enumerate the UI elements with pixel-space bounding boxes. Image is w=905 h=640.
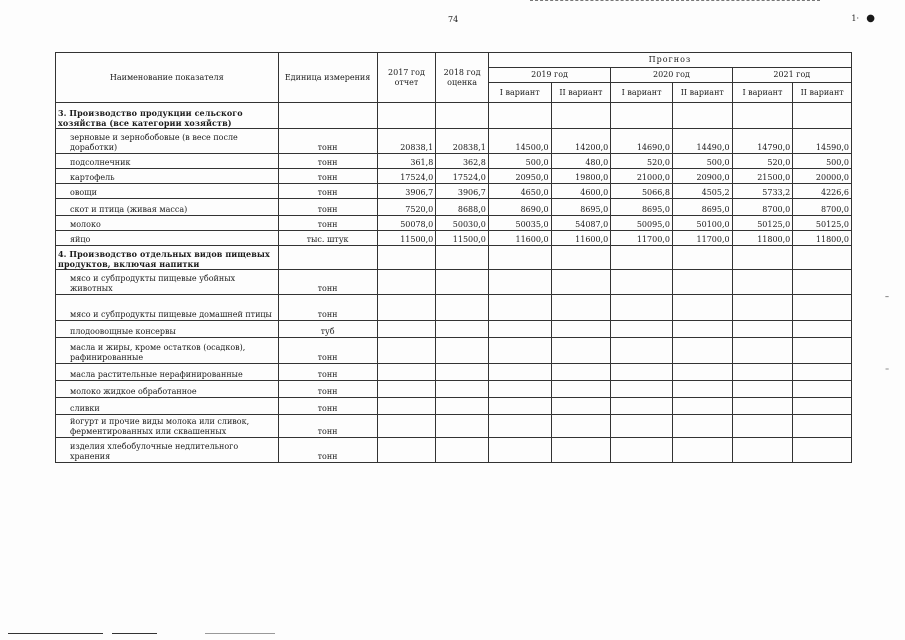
row-unit: тонн [278,169,377,184]
row-unit: тыс. штук [278,231,377,246]
value-cell: 500,0 [488,154,551,169]
value-cell: 8700,0 [793,199,852,216]
value-cell: 20838,1 [377,129,436,154]
row-name: масла и жиры, кроме остатков (осадков), рафинированные [56,338,279,364]
value-cell: 20900,0 [672,169,732,184]
value-cell: 14790,0 [732,129,793,154]
row-name: сливки [56,398,279,415]
value-cell: 4505,2 [672,184,732,199]
row-unit [278,246,377,270]
value-cell [611,295,673,321]
value-cell [672,295,732,321]
row-name: плодоовощные консервы [56,321,279,338]
value-cell [377,321,436,338]
value-cell: 14590,0 [793,129,852,154]
row-name: мясо и субпродукты пищевые домашней птицы [56,295,279,321]
row-name: овощи [56,184,279,199]
row-name: масла растительные нерафинированные [56,364,279,381]
value-cell: 500,0 [793,154,852,169]
header-2018: 2018 год оценка [436,53,489,103]
value-cell [488,415,551,438]
value-cell: 4650,0 [488,184,551,199]
value-cell [436,338,489,364]
row-unit: тонн [278,216,377,231]
value-cell: 17524,0 [436,169,489,184]
value-cell [436,246,489,270]
value-cell: 20000,0 [793,169,852,184]
value-cell: 520,0 [611,154,673,169]
value-cell [377,364,436,381]
table-row [56,438,852,463]
row-unit: тонн [278,338,377,364]
value-cell: 7520,0 [377,199,436,216]
value-cell: 8695,0 [672,199,732,216]
value-cell: 19800,0 [551,169,611,184]
row-unit: тонн [278,154,377,169]
value-cell [672,103,732,129]
scan-bottom-line [205,633,275,634]
table-row [56,154,852,169]
value-cell [732,295,793,321]
value-cell [672,438,732,463]
row-name: йогурт и прочие виды молока или сливок, ферментированных или сквашенных [56,415,279,438]
row-name: 4. Производство отдельных видов пищевых продуктов, включая напитки [56,246,279,270]
row-unit: тонн [278,381,377,398]
table-row [56,270,852,295]
value-cell [551,246,611,270]
value-cell [611,381,673,398]
header-2017: 2017 год отчет [377,53,436,103]
value-cell [551,438,611,463]
table-row [56,169,852,184]
value-cell: 54087,0 [551,216,611,231]
section-row [56,246,852,270]
value-cell [551,295,611,321]
value-cell: 50035,0 [488,216,551,231]
row-name: зерновые и зернобобовые (в весе после доработки) [56,129,279,154]
value-cell [436,270,489,295]
row-name: молоко [56,216,279,231]
forecast-table [55,52,852,463]
value-cell: 4226,6 [793,184,852,199]
value-cell: 14500,0 [488,129,551,154]
value-cell [611,338,673,364]
value-cell [436,415,489,438]
row-unit: тонн [278,184,377,199]
header-variant-2: II вариант [672,83,732,103]
table-row [56,184,852,199]
value-cell [551,103,611,129]
header-2020: 2020 год [611,68,732,83]
row-unit [278,103,377,129]
value-cell [436,295,489,321]
value-cell [488,438,551,463]
value-cell [377,415,436,438]
value-cell: 5066,8 [611,184,673,199]
value-cell [732,321,793,338]
value-cell: 50125,0 [793,216,852,231]
value-cell [672,364,732,381]
table-row [56,231,852,246]
value-cell: 11500,0 [436,231,489,246]
value-cell [611,321,673,338]
value-cell [672,415,732,438]
value-cell: 8695,0 [551,199,611,216]
header-variant-2: II вариант [551,83,611,103]
value-cell [488,246,551,270]
value-cell [488,103,551,129]
table-row [56,199,852,216]
value-cell [377,438,436,463]
row-unit: тонн [278,438,377,463]
margin-mark: ⁼ [885,366,890,375]
value-cell [793,321,852,338]
row-name: картофель [56,169,279,184]
value-cell [611,364,673,381]
scan-bottom-line [112,633,157,634]
row-unit: туб [278,321,377,338]
value-cell [611,103,673,129]
value-cell: 21000,0 [611,169,673,184]
value-cell: 50095,0 [611,216,673,231]
table-row [56,415,852,438]
value-cell [488,270,551,295]
value-cell: 21500,0 [732,169,793,184]
value-cell [436,398,489,415]
value-cell [793,295,852,321]
value-cell: 11700,0 [672,231,732,246]
row-unit: тонн [278,129,377,154]
value-cell [488,295,551,321]
value-cell: 4600,0 [551,184,611,199]
value-cell [436,381,489,398]
value-cell: 8690,0 [488,199,551,216]
row-name: мясо и субпродукты пищевые убойных животных [56,270,279,295]
row-unit: тонн [278,270,377,295]
table-row [56,216,852,231]
value-cell [488,381,551,398]
value-cell [551,381,611,398]
table-row [56,321,852,338]
value-cell [672,321,732,338]
value-cell [793,364,852,381]
value-cell [732,398,793,415]
value-cell [672,338,732,364]
value-cell: 20838,1 [436,129,489,154]
row-unit: тонн [278,199,377,216]
value-cell [377,103,436,129]
value-cell [488,321,551,338]
value-cell [793,246,852,270]
value-cell [732,103,793,129]
value-cell: 14490,0 [672,129,732,154]
value-cell [732,270,793,295]
value-cell [488,338,551,364]
value-cell [377,381,436,398]
value-cell [436,321,489,338]
value-cell [672,246,732,270]
value-cell [732,415,793,438]
table-row [56,295,852,321]
header-2021: 2021 год [732,68,851,83]
header-unit: Единица измерения [278,53,377,103]
value-cell [793,270,852,295]
value-cell: 11700,0 [611,231,673,246]
table-row [56,338,852,364]
value-cell: 11800,0 [732,231,793,246]
value-cell: 11600,0 [551,231,611,246]
row-unit: тонн [278,295,377,321]
value-cell [377,270,436,295]
row-unit: тонн [278,364,377,381]
section-row [56,103,852,129]
table-row [56,129,852,154]
value-cell: 361,8 [377,154,436,169]
value-cell [611,246,673,270]
value-cell: 11600,0 [488,231,551,246]
value-cell [611,270,673,295]
value-cell: 14200,0 [551,129,611,154]
header-indicator: Наименование показателя [56,53,279,103]
value-cell [551,270,611,295]
value-cell [732,364,793,381]
value-cell: 3906,7 [436,184,489,199]
value-cell: 3906,7 [377,184,436,199]
value-cell [672,398,732,415]
value-cell [488,364,551,381]
value-cell [551,364,611,381]
value-cell: 50030,0 [436,216,489,231]
row-name: скот и птица (живая масса) [56,199,279,216]
value-cell: 5733,2 [732,184,793,199]
row-unit: тонн [278,415,377,438]
value-cell [551,415,611,438]
value-cell: 8695,0 [611,199,673,216]
scan-top-line [530,0,820,2]
scan-bottom-line [8,633,103,634]
value-cell [793,438,852,463]
page-number: 74 [448,15,459,24]
header-variant-2: II вариант [793,83,852,103]
value-cell: 20950,0 [488,169,551,184]
value-cell [436,438,489,463]
value-cell: 11500,0 [377,231,436,246]
value-cell [793,103,852,129]
value-cell [732,246,793,270]
value-cell: 362,8 [436,154,489,169]
row-name: молоко жидкое обработанное [56,381,279,398]
value-cell [436,103,489,129]
value-cell: 11800,0 [793,231,852,246]
value-cell [611,415,673,438]
value-cell [551,398,611,415]
value-cell [611,438,673,463]
value-cell [377,398,436,415]
margin-mark: – [885,292,889,301]
table-row [56,398,852,415]
value-cell [436,364,489,381]
table-row [56,364,852,381]
value-cell: 14690,0 [611,129,673,154]
value-cell [732,438,793,463]
row-name: изделия хлебобулочные недлительного хранения [56,438,279,463]
header-variant-1: I вариант [611,83,673,103]
value-cell [732,338,793,364]
value-cell: 520,0 [732,154,793,169]
row-name: 3. Производство продукции сельского хозяйства (все категории хозяйств) [56,103,279,129]
value-cell: 50125,0 [732,216,793,231]
header-variant-1: I вариант [732,83,793,103]
value-cell [488,398,551,415]
value-cell [551,338,611,364]
row-name: подсолнечник [56,154,279,169]
value-cell: 50100,0 [672,216,732,231]
header-2019: 2019 год [488,68,610,83]
row-unit: тонн [278,398,377,415]
value-cell [793,338,852,364]
value-cell [732,381,793,398]
value-cell [672,381,732,398]
value-cell [672,270,732,295]
value-cell: 17524,0 [377,169,436,184]
corner-mark: 1· [851,14,859,23]
value-cell [611,398,673,415]
value-cell: 8700,0 [732,199,793,216]
value-cell [377,295,436,321]
value-cell [793,415,852,438]
corner-dot-icon: ● [866,13,875,24]
header-variant-1: I вариант [488,83,551,103]
table-row [56,381,852,398]
value-cell: 500,0 [672,154,732,169]
value-cell [793,398,852,415]
row-name: яйцо [56,231,279,246]
value-cell [793,381,852,398]
value-cell: 480,0 [551,154,611,169]
value-cell: 50078,0 [377,216,436,231]
header-forecast: Прогноз [488,53,851,68]
value-cell [377,338,436,364]
value-cell: 8688,0 [436,199,489,216]
table-body [56,103,852,463]
value-cell [551,321,611,338]
value-cell [377,246,436,270]
